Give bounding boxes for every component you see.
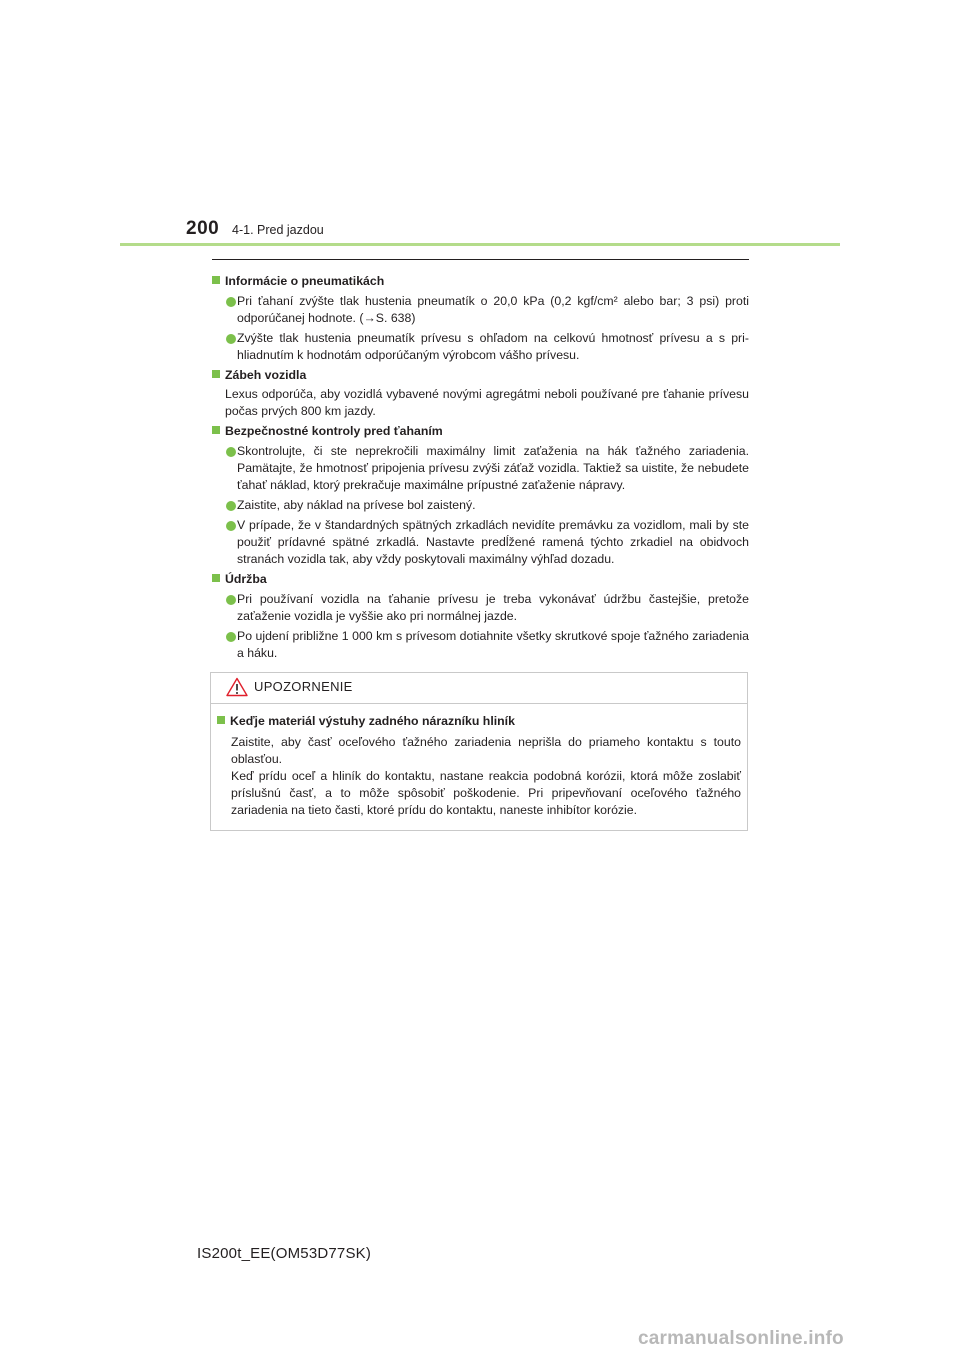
warning-box — [210, 672, 748, 831]
warning-triangle-icon — [226, 677, 248, 702]
section-title: 4-1. Pred jazdou — [232, 223, 324, 237]
list-item — [212, 497, 749, 514]
round-bullet-icon — [226, 447, 236, 457]
round-bullet-icon — [226, 501, 236, 511]
square-bullet-icon — [217, 716, 225, 724]
section-heading — [212, 273, 749, 290]
list-item-text: Po ujdení približne 1 000 km s prívesom dotiahnite všetky skrutkové spoje ťažného zariadenia a háku. — [237, 629, 749, 660]
round-bullet-icon — [226, 297, 236, 307]
document-code: IS200t_EE(OM53D77SK) — [197, 1245, 372, 1262]
warning-paragraph: Zaistite, aby časť oceľového ťažného zariadenia neprišla do priameho kontaktu s touto oblasťou. — [231, 735, 741, 766]
warning-heading-text: Keďje materiál výstuhy zadného nárazníku hliník — [230, 714, 515, 728]
square-bullet-icon — [212, 370, 220, 378]
list-item — [212, 517, 749, 568]
list-item — [212, 330, 749, 364]
list-item-text: Pri používaní vozidla na ťahanie prívesu je treba vykonávať údržbu častejšie, pretože zaťaženie vozidla je vyššie ako pri normálnej jazde. — [237, 592, 749, 623]
section-heading-text: Bezpečnostné kontroly pred ťahaním — [225, 424, 443, 438]
square-bullet-icon — [212, 276, 220, 284]
main-content — [212, 270, 749, 662]
page-number: 200 — [186, 218, 220, 239]
round-bullet-icon — [226, 521, 236, 531]
section-heading-text: Zábeh vozidla — [225, 368, 307, 382]
round-bullet-icon — [226, 334, 236, 344]
warning-paragraph: Keď prídu oceľ a hliník do kontaktu, nastane reakcia podobná korózii, ktorá môže zoslabiť príslušnú časť, a to môže spôsobiť poškodenie. Pri pripevňovaní oceľového ťažného zariadenia na tieto časti, ktoré prídu do kontaktu, naneste inhibítor korózie. — [231, 769, 741, 817]
round-bullet-icon — [226, 595, 236, 605]
round-bullet-icon — [226, 632, 236, 642]
section-heading-text: Informácie o pneumatikách — [225, 274, 385, 288]
header-rule — [120, 243, 840, 246]
warning-header — [211, 673, 747, 704]
section-heading-text: Údržba — [225, 572, 267, 586]
section-heading — [212, 367, 749, 384]
list-item — [212, 591, 749, 625]
list-item-text: V prípade, že v štandardných spätných zrkadlách nevidíte premávku za vozidlom, mali by ste použiť prídavné spätné zrkadlá. Nastavte predĺžené ramená týchto zrkadiel na obidvoch stranách vozidla tak, aby vždy poskytovali maximálny výhľad dozadu. — [237, 518, 749, 566]
list-item-text: Zvýšte tlak hustenia pneumatík prívesu s ohľadom na celkovú hmotnosť prívesu a s prihliadnutím k hodnotám odporúčaným výrobcom vášho prívesu. — [237, 331, 749, 362]
section-heading — [212, 423, 749, 440]
warning-body — [217, 713, 741, 819]
list-item — [212, 628, 749, 662]
section-paragraph: Lexus odporúča, aby vozidlá vybavené novými agregátmi neboli používané pre ťahanie prívesu počas prvých 800 km jazdy. — [225, 387, 749, 418]
square-bullet-icon — [212, 574, 220, 582]
warning-label: UPOZORNENIE — [254, 679, 353, 694]
section-heading — [212, 571, 749, 588]
list-item — [212, 293, 749, 327]
list-item-text: Skontrolujte, či ste neprekročili maximálny limit zaťaženia na hák ťažného zariadenia. Pamätajte, že hmotnosť pripojenia prívesu zvýši záťaž vozidla. Taktiež sa uistite, že nebudete ťahať náklad, ktorý prekračuje maximálne prípustné zaťaženie nápravy. — [237, 444, 749, 492]
square-bullet-icon — [212, 426, 220, 434]
list-item — [212, 443, 749, 494]
list-item-text: Zaistite, aby náklad na prívese bol zaistený. — [237, 498, 476, 512]
warning-heading — [217, 713, 741, 730]
watermark-text: carmanualsonline.info — [638, 1328, 844, 1349]
content-top-rule — [212, 259, 749, 260]
list-item-text: Pri ťahaní zvýšte tlak hustenia pneumatík o 20,0 kPa (0,2 kgf/cm² alebo bar; 3 psi) proti odporúčanej hodnote. (→S. 638) — [237, 294, 749, 325]
